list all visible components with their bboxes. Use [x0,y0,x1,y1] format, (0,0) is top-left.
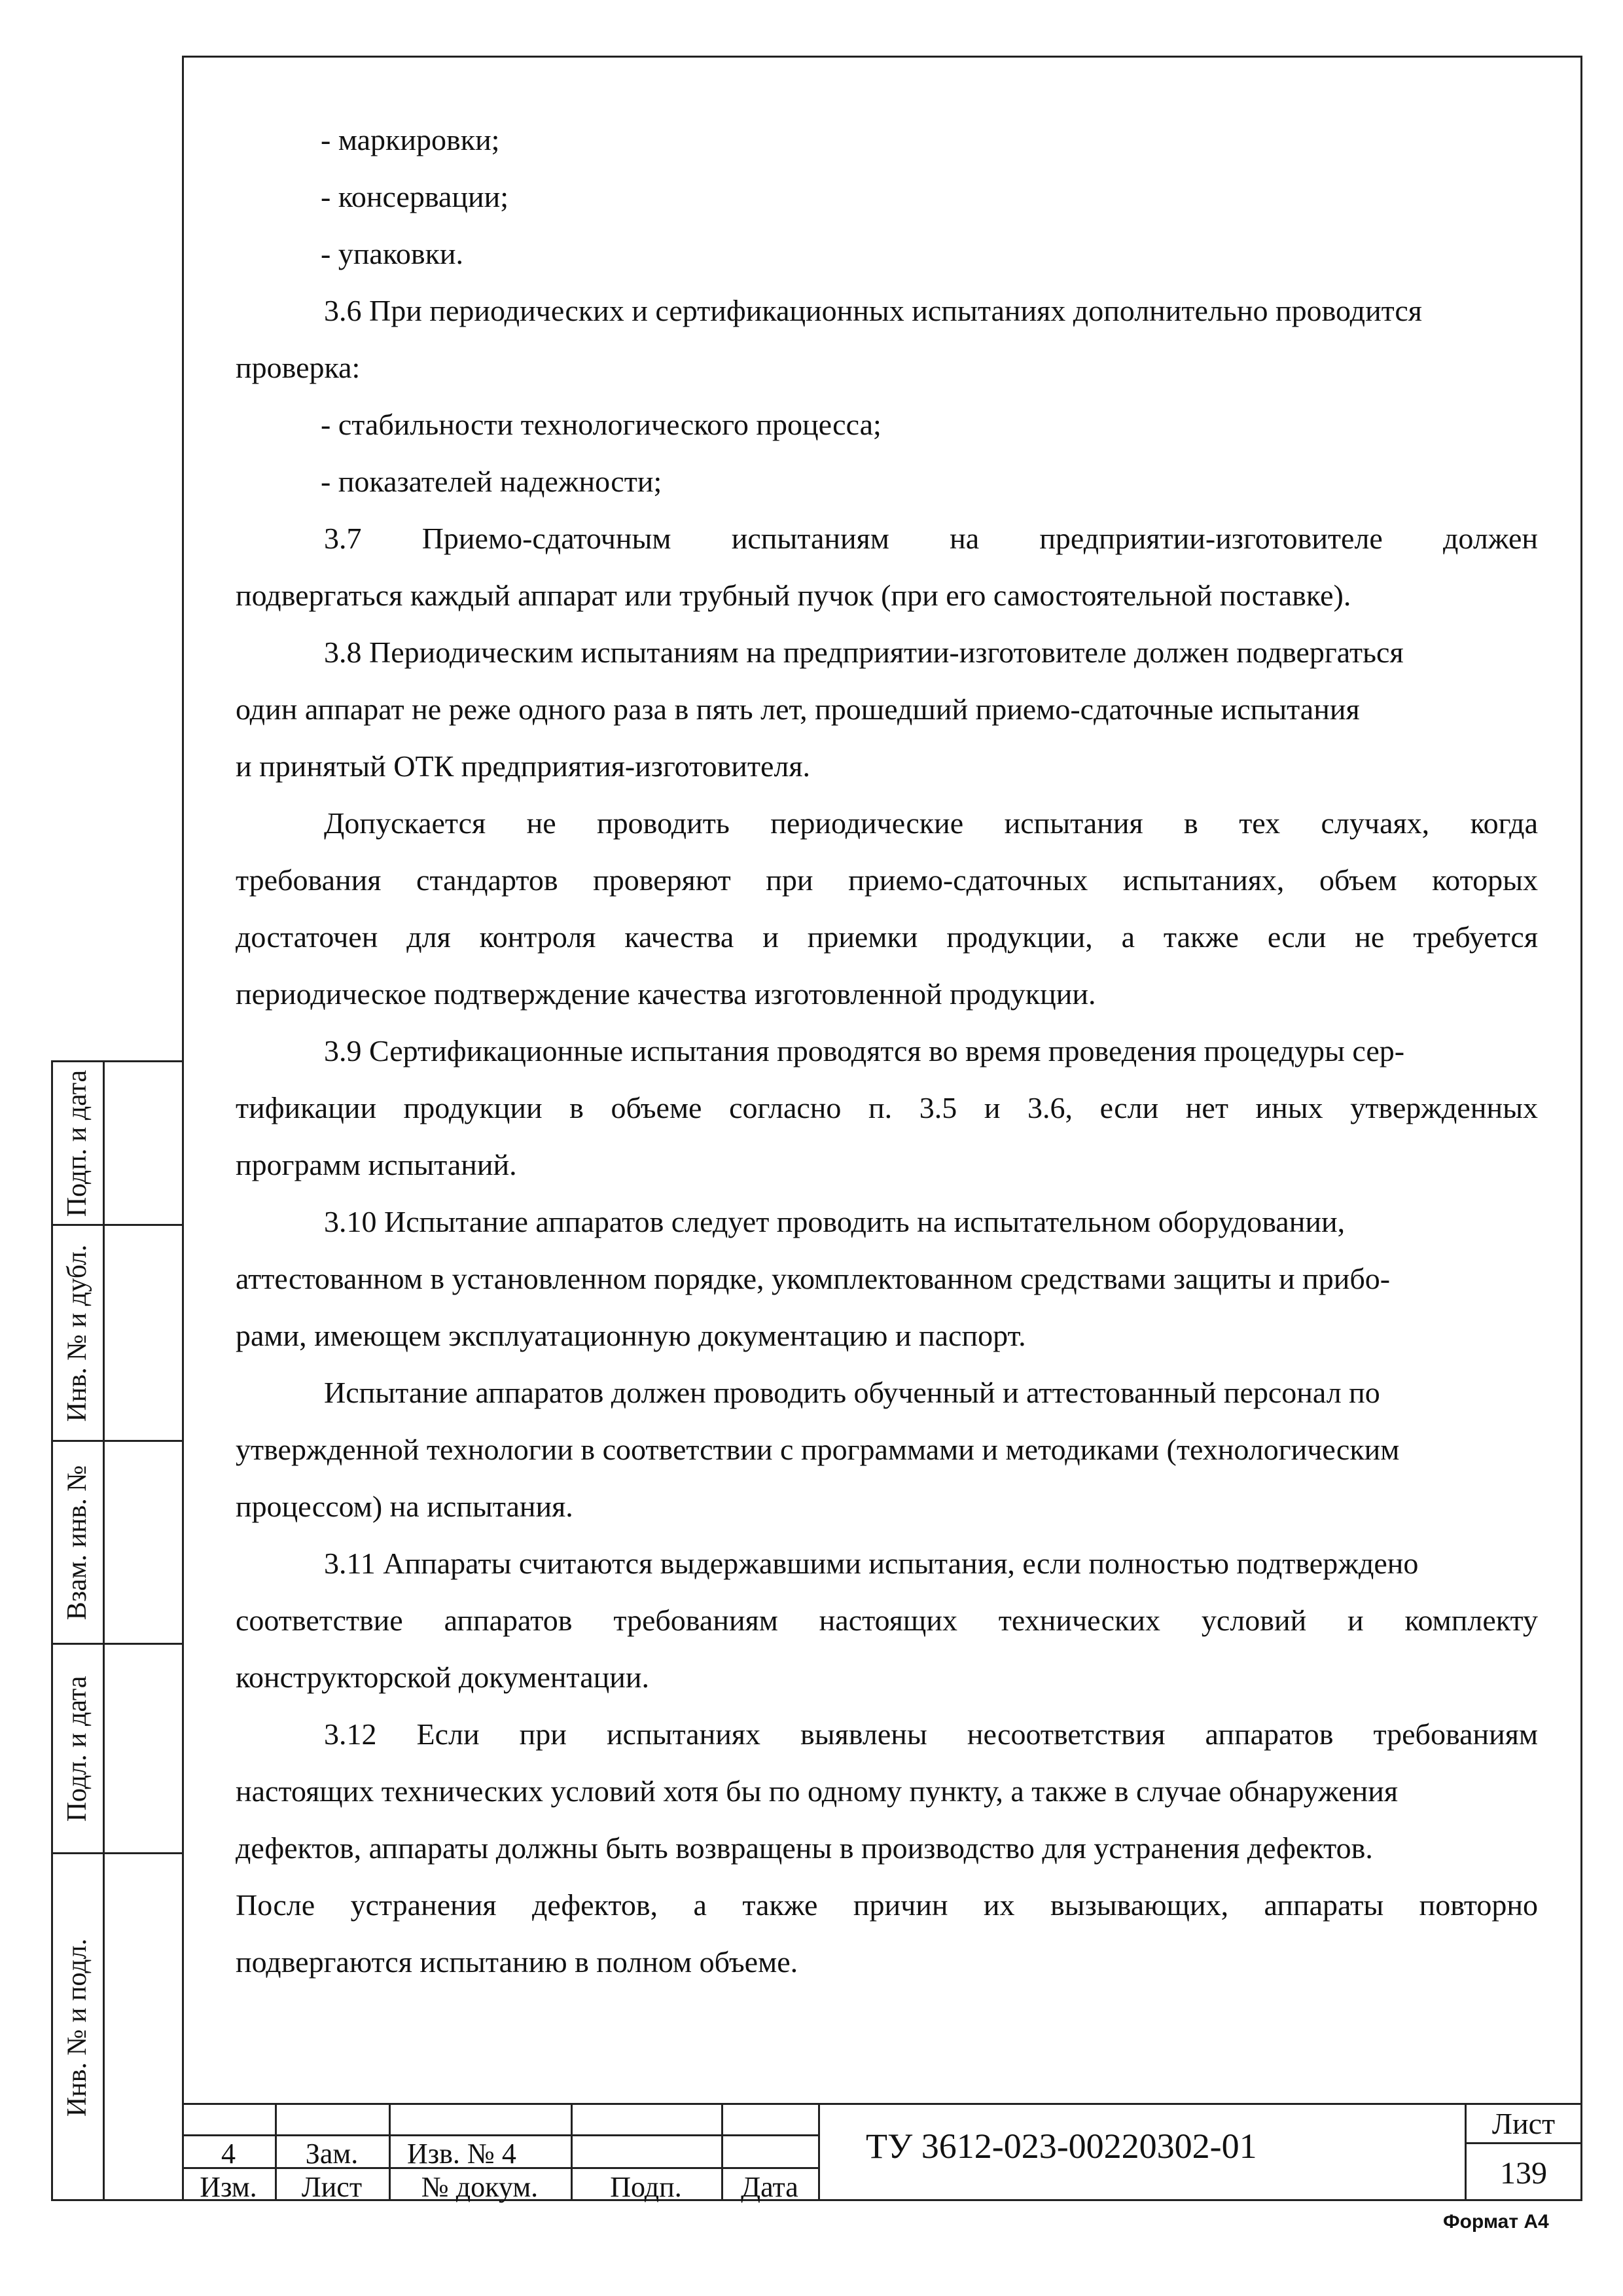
change-doc: Изв. № 4 [407,2138,516,2170]
title-block [182,2103,1582,2201]
side-label: Инв. № и подл. [62,1938,92,2117]
document-number: ТУ 3612-023-00220302-01 [866,2126,1257,2166]
paragraph-allow-line: периодическое подтверждение качества изготовленной продукции. [236,977,1096,1011]
column-list: Лист [301,2171,363,2203]
paragraph-3-12-line: настоящих технических условий хотя бы по одному пункту, а также в случае обнаружения [236,1774,1399,1808]
title-block-col-line [818,2103,820,2201]
paragraph-3-7-line: 3.7 Приемо-сдаточным испытаниям на предприятии-изготовителе должен [324,522,1538,555]
change-number: 4 [221,2138,236,2170]
paragraph-test-line: Испытание аппаратов должен проводить обученный и аттестованный персонал по [324,1376,1380,1409]
title-block-top-line [182,2103,1582,2105]
side-cell-podp-data [51,1060,182,1224]
side-cell-podl-data [51,1643,182,1852]
change-type: Зам. [305,2138,359,2170]
paragraph-test-line: процессом) на испытания. [236,1490,573,1523]
paragraph-after-line: После устранения дефектов, а также причин их вызывающих, аппараты повторно [236,1888,1538,1922]
list-item: - показателей надежности; [321,465,662,498]
paragraph-3-10-line: рами, имеющем эксплуатационную документацию и паспорт. [236,1319,1026,1352]
paragraph-after-line: подвергаются испытанию в полном объеме. [236,1945,798,1979]
paragraph-3-11-line: соответствие аппаратов требованиям настоящих технических условий и комплекту [236,1604,1538,1637]
paragraph-allow-line: Допускается не проводить периодические испытания в тех случаях, когда [324,806,1538,840]
paragraph-allow-line: достаточен для контроля качества и приемки продукции, а также если не требуется [236,920,1538,954]
paragraph-3-11-line: конструкторской документации. [236,1660,649,1694]
paragraph-3-8-line: и принятый ОТК предприятия-изготовителя. [236,749,811,783]
side-label: Подл. и дата [62,1676,92,1821]
side-label: Подп. и дата [62,1069,92,1217]
paragraph-3-6-line: проверка: [236,351,361,384]
sheet-number: 139 [1500,2156,1547,2191]
sheet-label: Лист [1491,2107,1556,2140]
column-doc: № докум. [421,2171,539,2203]
paragraph-3-8-line: 3.8 Периодическим испытаниям на предприятии-изготовителе должен подвергаться [324,636,1404,669]
paragraph-3-9-line: 3.9 Сертификационные испытания проводятся во время проведения процедуры сер- [324,1034,1405,1067]
format-label: Формат А4 [1443,2211,1549,2233]
side-label: Инв. № и дубл. [62,1244,92,1422]
paragraph-3-6-line: 3.6 При периодических и сертификационных испытаниях дополнительно проводится [324,294,1422,327]
column-izm: Изм. [200,2171,257,2203]
sheet-cell-line [1465,2142,1582,2144]
paragraph-3-8-line: один аппарат не реже одного раза в пять лет, прошедший приемо-сдаточные испытания [236,692,1360,726]
paragraph-test-line: утвержденной технологии в соответствии с программами и методиками (технологическим [236,1433,1400,1466]
paragraph-3-10-line: 3.10 Испытание аппаратов следует проводить на испытательном оборудовании, [324,1205,1346,1238]
paragraph-3-11-line: 3.11 Аппараты считаются выдержавшими испытания, если полностью подтверждено [324,1547,1419,1580]
paragraph-3-7-line: подвергаться каждый аппарат или трубный пучок (при его самостоятельной поставке). [236,579,1351,612]
column-data: Дата [741,2171,798,2203]
paragraph-3-12-line: 3.12 Если при испытаниях выявлены несоответствия аппаратов требованиям [324,1717,1538,1751]
list-item: - стабильности технологического процесса; [321,408,882,441]
paragraph-3-9-line: тификации продукции в объеме согласно п. 3.5 и 3.6, если нет иных утвержденных [236,1091,1538,1124]
list-item: - маркировки; [321,123,500,156]
paragraph-3-12-line: дефектов, аппараты должны быть возвращены в производство для устранения дефектов. [236,1831,1373,1865]
side-cell-inv-podl [51,1852,182,2201]
column-podp: Подп. [610,2171,682,2203]
list-item: - консервации; [321,180,509,213]
side-label: Взам. инв. № [62,1465,92,1620]
side-cell-inv-dubl [51,1224,182,1440]
paragraph-3-10-line: аттестованном в установленном порядке, укомплектованном средствами защиты и прибо- [236,1262,1391,1295]
paragraph-3-9-line: программ испытаний. [236,1148,517,1181]
side-cell-vzam-inv [51,1440,182,1643]
document-body [236,111,1538,1990]
side-stamp-strip [51,1060,182,2201]
paragraph-allow-line: требования стандартов проверяют при приемо-сдаточных испытаниях, объем которых [236,863,1538,897]
list-item: - упаковки. [321,237,464,270]
